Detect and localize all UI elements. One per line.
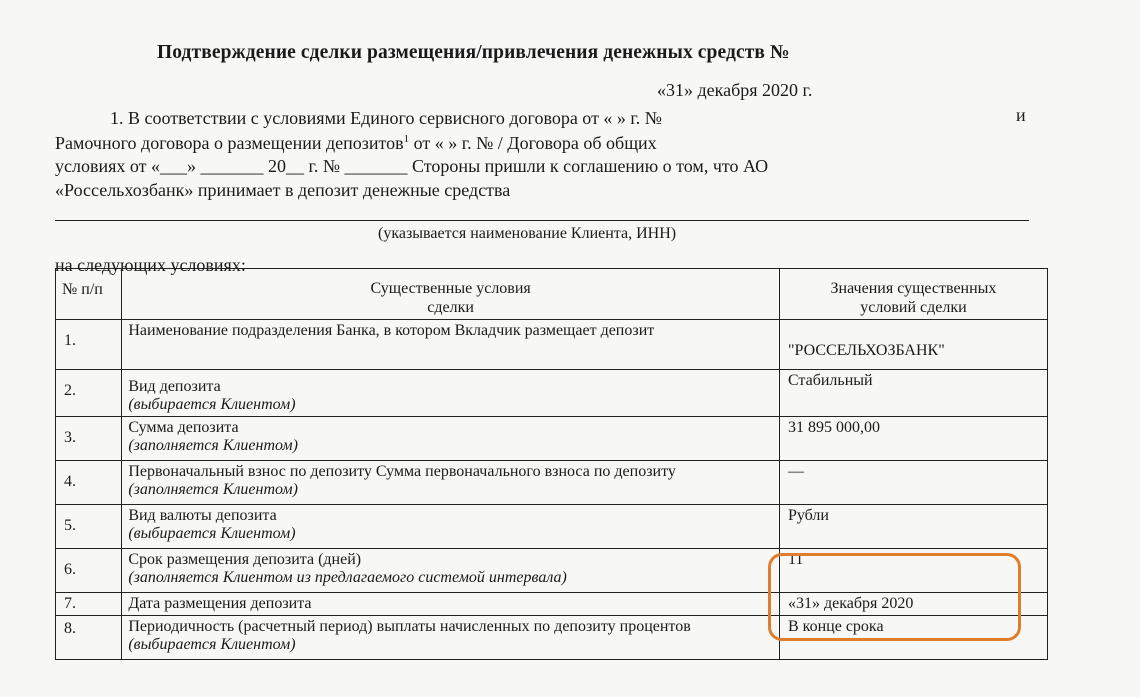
intro-line-2 [55, 133, 657, 154]
row-label-text: Вид валюты депозита [128, 507, 277, 524]
document-title: Подтверждение сделки размещения/привлечения денежных средств № [157, 42, 790, 63]
row-value: «31» декабря 2020 [779, 593, 1047, 616]
row-label-text: Дата размещения депозита [128, 595, 312, 612]
row-label [122, 370, 780, 417]
row-num: 7. [56, 593, 122, 616]
row-hint: (заполняется Клиентом) [128, 481, 298, 498]
document-date: «31» декабря 2020 г. [657, 80, 813, 100]
intro-line-4: «Россельхозбанк» принимает в депозит денежные средства [55, 180, 511, 200]
row-hint: (заполняется Клиентом из предлагаемого системой интервала) [128, 569, 567, 586]
intro-line-1: 1. В соответствии с условиями Единого сервисного договора от « » г. № [110, 108, 662, 128]
row-hint: (заполняется Клиентом) [128, 437, 298, 454]
row-num: 4. [56, 461, 122, 505]
table-row [56, 417, 1048, 461]
header-num: № п/п [56, 269, 122, 320]
client-name-underline [55, 220, 1029, 221]
row-value: 11 [779, 549, 1047, 593]
highlight-annotation [768, 553, 1021, 641]
header-values-text: Значения существенных условий сделки [830, 280, 997, 316]
row-num: 1. [56, 320, 122, 370]
footnote-marker: 1 [403, 133, 410, 145]
header-conditions-text: Существенные условия сделки [370, 280, 531, 316]
row-value: "РОССЕЛЬХОЗБАНК" [779, 320, 1047, 370]
row-label [122, 320, 780, 370]
row-value: 31 895 000,00 [779, 417, 1047, 461]
row-label [122, 505, 780, 549]
row-label-text: Первоначальный взнос по депозиту Сумма первоначального взноса по депозиту [128, 463, 676, 480]
row-value: Стабильный [779, 370, 1047, 417]
row-value: Рубли [779, 505, 1047, 549]
row-num: 8. [56, 616, 122, 660]
client-name-caption: (указывается наименование Клиента, ИНН) [378, 225, 677, 242]
intro-line-2-a: Рамочного договора о размещении депозитов [55, 133, 404, 153]
row-label-text: Сумма депозита [128, 419, 239, 436]
row-label [122, 593, 780, 616]
table-row [56, 461, 1048, 505]
row-num: 2. [56, 370, 122, 417]
row-hint: (выбирается Клиентом) [128, 525, 296, 542]
row-label-text: Периодичность (расчетный период) выплаты начисленных по депозиту процентов [128, 618, 691, 635]
table-row [56, 505, 1048, 549]
row-label-text: Вид депозита [128, 378, 221, 395]
row-label-text: Срок размещения депозита (дней) [128, 551, 362, 568]
intro-line-3: условиях от «___» _______ 20__ г. № _______ Стороны пришли к соглашению о том, что АО [55, 156, 769, 176]
row-label-text: Наименование подразделения Банка, в котором Вкладчик размещает депозит [128, 322, 655, 339]
table-row [56, 320, 1048, 370]
row-hint: (выбирается Клиентом) [128, 636, 296, 653]
row-label [122, 616, 780, 660]
row-num: 5. [56, 505, 122, 549]
intro-line-1-end: и [1016, 105, 1026, 125]
row-label [122, 461, 780, 505]
row-num: 3. [56, 417, 122, 461]
row-label [122, 417, 780, 461]
row-value: — [779, 461, 1047, 505]
conditions-heading: на следующих условиях: [55, 255, 246, 275]
row-value: В конце срока [779, 616, 1047, 660]
header-conditions [122, 269, 780, 320]
intro-line-2-b: от « » г. № / Договора об общих [409, 133, 657, 153]
table-header-row [56, 269, 1048, 320]
row-label [122, 549, 780, 593]
row-num: 6. [56, 549, 122, 593]
row-hint: (выбирается Клиентом) [128, 396, 296, 413]
header-values [779, 269, 1047, 320]
table-row [56, 370, 1048, 417]
